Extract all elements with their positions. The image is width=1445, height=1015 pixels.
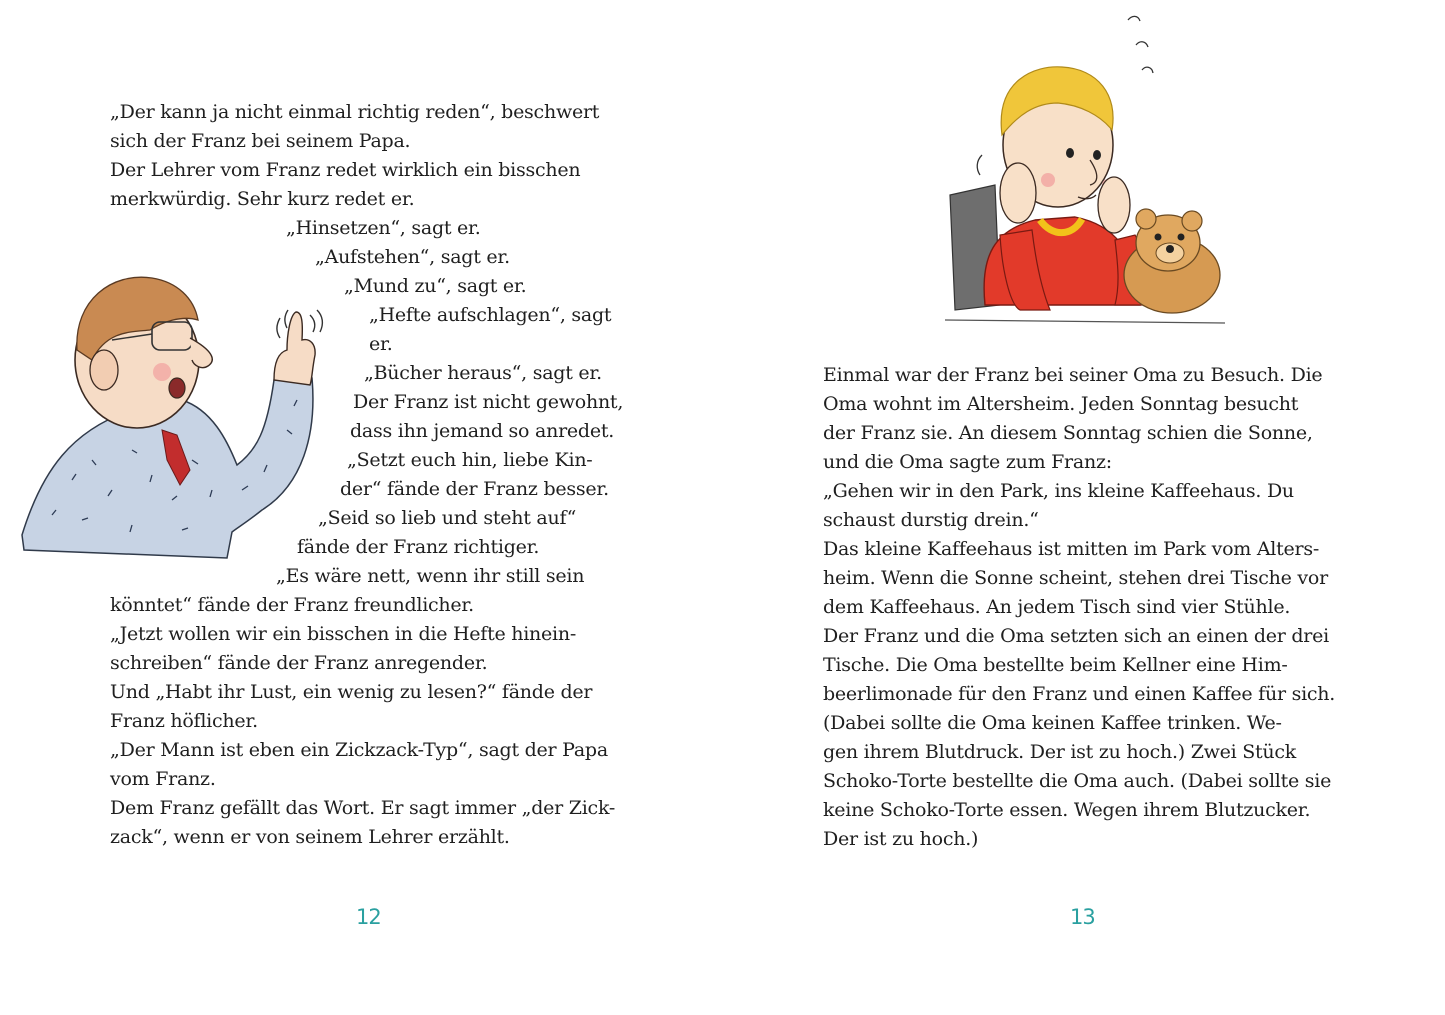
text-line: Franz höflicher.: [110, 710, 258, 732]
text-line: dass ihn jemand so anredet.: [350, 420, 614, 442]
text-line: Einmal war der Franz bei seiner Oma zu Besuch. Die: [823, 364, 1323, 386]
text-line: Tische. Die Oma bestellte beim Kellner eine Him-: [823, 654, 1288, 676]
text-line: Dem Franz gefällt das Wort. Er sagt immer „der Zick-: [110, 797, 616, 819]
text-line: Das kleine Kaffeehaus ist mitten im Park vom Alters-: [823, 538, 1320, 560]
text-line: sich der Franz bei seinem Papa.: [110, 130, 411, 152]
boy-with-teddy-illustration: [940, 5, 1230, 330]
text-line: Schoko-Torte bestellte die Oma auch. (Dabei sollte sie: [823, 770, 1332, 792]
text-line: keine Schoko-Torte essen. Wegen ihrem Blutzucker.: [823, 799, 1311, 821]
text-line: schaust durstig drein.“: [823, 509, 1039, 531]
text-line: heim. Wenn die Sonne scheint, stehen drei Tische vor: [823, 567, 1328, 589]
teacher-illustration: [12, 260, 332, 560]
text-line: Der Franz und die Oma setzten sich an einen der drei: [823, 625, 1329, 647]
text-line: zack“, wenn er von seinem Lehrer erzählt.: [110, 826, 510, 848]
text-line: merkwürdig. Sehr kurz redet er.: [110, 188, 415, 210]
text-line: er.: [369, 333, 393, 355]
page-number-right: 13: [1070, 905, 1095, 929]
text-line: „Setzt euch hin, liebe Kin-: [347, 449, 593, 471]
text-line: vom Franz.: [110, 768, 216, 790]
text-line: „Es wäre nett, wenn ihr still sein: [276, 565, 585, 587]
text-line: „Jetzt wollen wir ein bisschen in die Hefte hinein-: [110, 623, 577, 645]
text-line: beerlimonade für den Franz und einen Kaffee für sich.: [823, 683, 1336, 705]
text-line: schreiben“ fände der Franz anregender.: [110, 652, 488, 674]
text-line: „Aufstehen“, sagt er.: [315, 246, 510, 268]
text-line: gen ihrem Blutdruck. Der ist zu hoch.) Zwei Stück: [823, 741, 1297, 763]
text-line: Und „Habt ihr Lust, ein wenig zu lesen?“ fände der: [110, 681, 593, 703]
text-line: dem Kaffeehaus. An jedem Tisch sind vier Stühle.: [823, 596, 1291, 618]
text-line: „Bücher heraus“, sagt er.: [364, 362, 602, 384]
text-line: „Mund zu“, sagt er.: [344, 275, 527, 297]
text-line: (Dabei sollte die Oma keinen Kaffee trinken. We-: [823, 712, 1282, 734]
text-line: und die Oma sagte zum Franz:: [823, 451, 1112, 473]
text-line: „Hefte aufschlagen“, sagt: [369, 304, 612, 326]
text-line: der Franz sie. An diesem Sonntag schien die Sonne,: [823, 422, 1313, 444]
text-line: Oma wohnt im Altersheim. Jeden Sonntag besucht: [823, 393, 1299, 415]
text-line: fände der Franz richtiger.: [297, 536, 540, 558]
text-line: könntet“ fände der Franz freundlicher.: [110, 594, 474, 616]
text-line: der“ fände der Franz besser.: [340, 478, 609, 500]
text-line: Der Franz ist nicht gewohnt,: [353, 391, 624, 413]
text-line: „Gehen wir in den Park, ins kleine Kaffeehaus. Du: [823, 480, 1294, 502]
text-line: „Der Mann ist eben ein Zickzack-Typ“, sagt der Papa: [110, 739, 608, 761]
text-line: Der ist zu hoch.): [823, 828, 979, 850]
text-line: „Der kann ja nicht einmal richtig reden“, beschwert: [110, 101, 600, 123]
page-number-left: 12: [356, 905, 381, 929]
text-line: „Hinsetzen“, sagt er.: [286, 217, 481, 239]
text-line: Der Lehrer vom Franz redet wirklich ein bisschen: [110, 159, 581, 181]
text-line: „Seid so lieb und steht auf“: [318, 507, 577, 529]
